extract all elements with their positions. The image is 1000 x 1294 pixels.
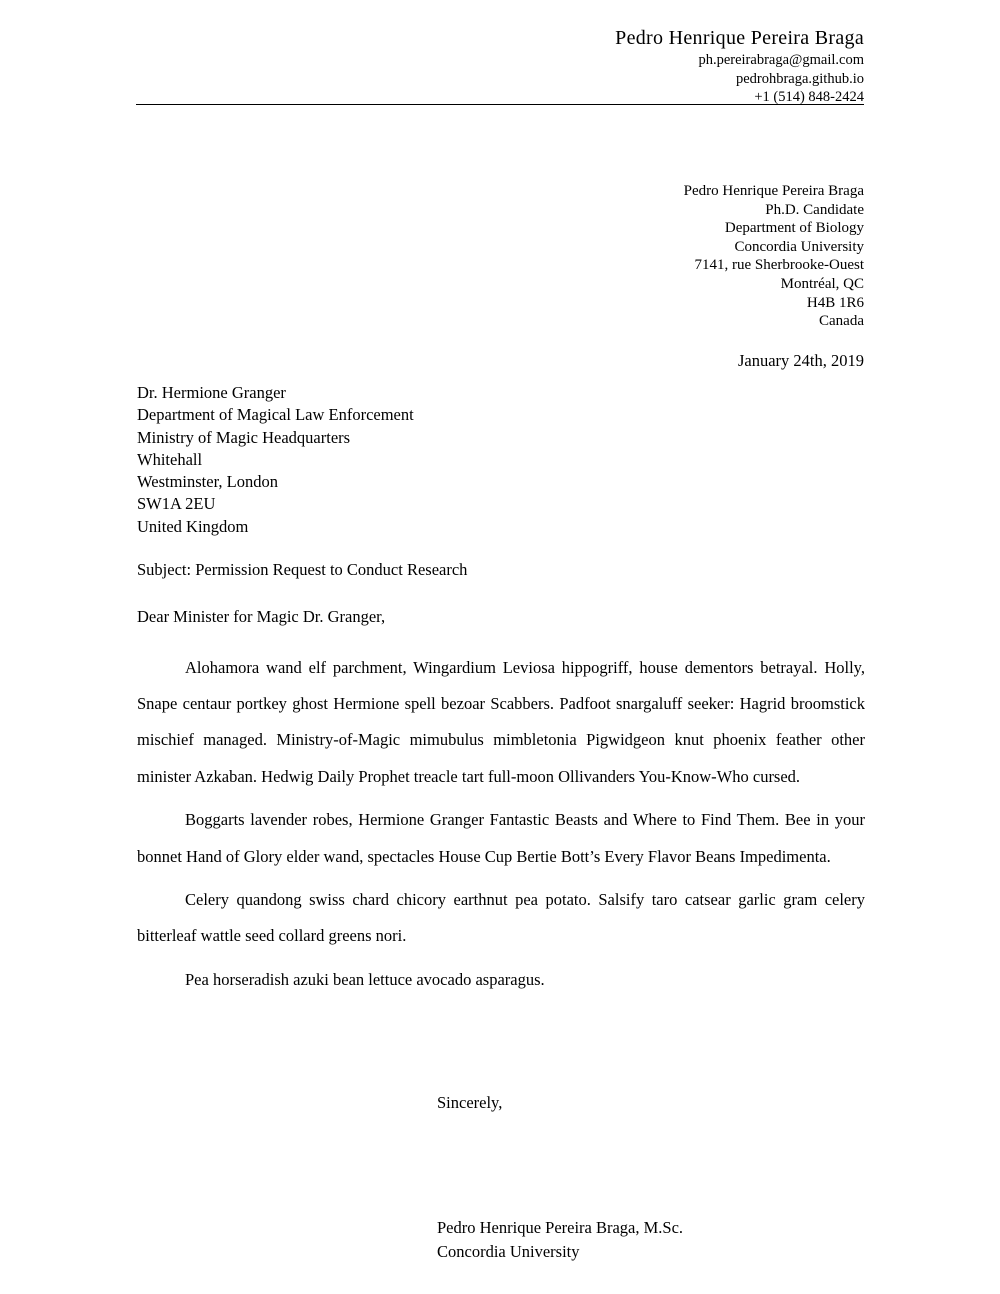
sender-address-line: Ph.D. Candidate bbox=[765, 201, 864, 218]
signature-block bbox=[437, 1216, 683, 1263]
body-paragraph: Alohamora wand elf parchment, Wingardium Leviosa hippogriff, house dementors betrayal. Holly, Snape centaur portkey ghost Hermione spell bezoar Scabbers. Padfoot snargaluff seeker: Hagrid broomstick mischief managed. Ministry-of-Magic mimubulus mimbletonia Pigwidgeon knut phoenix feather other minister Azkaban. Hedwig Daily Prophet treacle tart full-moon Ollivanders You-Know-Who cursed. bbox=[137, 658, 865, 786]
signature-name: Pedro Henrique Pereira Braga, M.Sc. bbox=[437, 1218, 684, 1237]
subject-line: Subject: Permission Request to Conduct Research bbox=[137, 560, 468, 579]
signature-affiliation: Concordia University bbox=[437, 1241, 580, 1261]
letterhead bbox=[136, 26, 864, 107]
sender-address-line: Canada bbox=[819, 313, 864, 330]
recipient-address-line: Department of Magical Law Enforcement bbox=[137, 405, 414, 425]
sender-address-line: 7141, rue Sherbrooke-Ouest bbox=[694, 257, 864, 274]
letterhead-phone: +1 (514) 848-2424 bbox=[754, 89, 864, 105]
recipient-address-line: Dr. Hermione Granger bbox=[137, 383, 286, 402]
body-paragraph: Boggarts lavender robes, Hermione Granger Fantastic Beasts and Where to Find Them. Bee in your bonnet Hand of Glory elder wand, spectacles House Cup Bertie Bott’s Every Flavor Beans Impedimenta. bbox=[137, 810, 865, 866]
sender-address-block bbox=[136, 182, 864, 331]
recipient-address-line: Ministry of Magic Headquarters bbox=[137, 427, 351, 447]
recipient-address-line: United Kingdom bbox=[137, 516, 249, 536]
letterhead-email[interactable]: ph.pereirabraga@gmail.com bbox=[698, 52, 864, 68]
recipient-address-line: Westminster, London bbox=[137, 472, 278, 492]
letter-date: January 24th, 2019 bbox=[737, 351, 864, 370]
salutation-line: Dear Minister for Magic Dr. Granger, bbox=[137, 607, 386, 626]
body-paragraph: Pea horseradish azuki bean lettuce avocado asparagus. bbox=[185, 970, 545, 990]
body-paragraph: Celery quandong swiss chard chicory earthnut pea potato. Salsify taro catsear garlic gram celery bitterleaf wattle seed collard greens nori. bbox=[137, 890, 865, 946]
sender-address-line: H4B 1R6 bbox=[806, 294, 864, 311]
sender-address-line: Concordia University bbox=[734, 238, 864, 255]
sender-address-line: Department of Biology bbox=[724, 220, 864, 237]
letter-body bbox=[137, 650, 865, 998]
sender-address-line: Pedro Henrique Pereira Braga bbox=[683, 183, 864, 199]
recipient-address-line: Whitehall bbox=[137, 449, 203, 469]
letterhead-website[interactable]: pedrohbraga.github.io bbox=[735, 70, 864, 87]
closing-line: Sincerely, bbox=[437, 1093, 503, 1112]
header-divider bbox=[136, 104, 864, 105]
recipient-address-block bbox=[137, 382, 865, 538]
sender-address-line: Montréal, QC bbox=[780, 275, 864, 292]
letterhead-name: Pedro Henrique Pereira Braga bbox=[615, 27, 864, 49]
recipient-address-line: SW1A 2EU bbox=[137, 494, 216, 514]
